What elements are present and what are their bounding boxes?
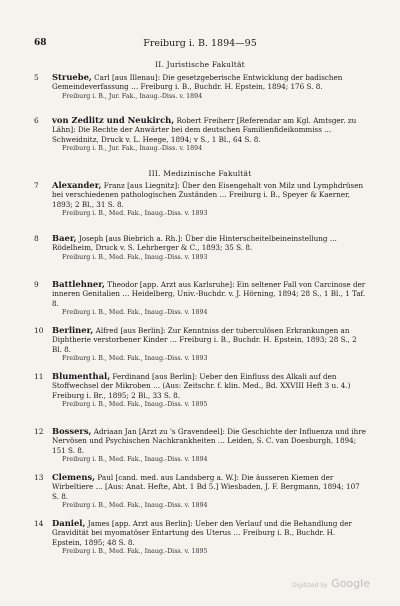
entry-12 [34, 426, 367, 464]
author-name: Daniel, [52, 518, 86, 528]
entry-7 [34, 180, 366, 218]
entry-text: Ferdinand [aus Berlin]: Ueber den Einfluss des Alkali auf den Stoffwechsel der Mikroben … (Aus: Zeitschr. f. klin. Med., Bd. XXVIII Heft 3 u. 4.) Freiburg i. Br., 1895; 2 Bl., 33 S. 8. [52, 372, 351, 400]
entry-13 [34, 472, 366, 510]
section-title-medicine: III. Medizinische Fakultät [148, 169, 252, 178]
entry-number: 9 [34, 280, 39, 289]
entry-number: 13 [34, 473, 44, 482]
entry-number: 8 [34, 234, 39, 243]
entry-number: 5 [34, 73, 39, 82]
entry-14 [34, 518, 366, 556]
entry-note: Freiburg i. B., Med. Fak., Inaug.-Diss. v. 1895 [62, 401, 208, 409]
google-watermark [292, 577, 370, 590]
entry-11 [34, 371, 366, 409]
entry-note: Freiburg i. B., Med. Fak., Inaug.-Diss. v. 1894 [62, 309, 208, 317]
entry-9 [34, 279, 366, 317]
entry-number: 6 [34, 116, 39, 125]
author-name: Alexander, [52, 180, 102, 190]
running-head: Freiburg i. B. 1894—95 [143, 38, 257, 49]
author-name: Bossers, [52, 426, 92, 436]
entry-number: 11 [34, 372, 44, 381]
entry-10 [34, 325, 366, 363]
entry-note: Freiburg i. B., Jur. Fak., Inaug.-Diss. v. 1894 [62, 92, 203, 100]
watermark-brand: Google [331, 577, 370, 590]
page-number: 68 [34, 38, 47, 48]
entry-text: Paul [cand. med. aus Landsberg a. W.]: Die äusseren Kiemen der Wirbeltiere … [Aus: Anat. Hefte, Abt. 1 Bd 5.] Wiesbaden, J. F. Bergmann, 1894; 107 S. 8. [52, 473, 360, 501]
entry-number: 7 [34, 181, 39, 190]
entry-text: Joseph [aus Biebrich a. Rh.]: Über die Hinterscheitelbeineinstellung … Rödelheim, Druck v. S. Lehrberger & C., 1893; 35 S. 8. [52, 234, 337, 253]
entry-number: 12 [34, 427, 44, 436]
entry-text: Adriaan Jan [Arzt zu 's Gravendeel]: Die Geschichte der Influenza und ihre Nervösen und Psychischen Nachkrankheiten … Leiden, S. C. van Doesburgh, 1894; 151 S. 8. [52, 427, 367, 455]
author-name: Struebe, [52, 72, 92, 82]
entry-text: Franz [aus Liegnitz]: Über den Eisengehalt von Milz und Lymphdrüsen bei verschiedenen pathologischen Zuständen … Freiburg i. B., Speyer & Kaerner, 1893; 2 Bl., 31 S. 8. [52, 181, 364, 209]
entry-5 [34, 72, 366, 101]
entry-text: Alfred [aus Berlin]: Zur Kenntniss der tuberculösen Erkrankungen an Diphtherie verstorbener Kinder … Freiburg i. B., Buchdr. H. Epstein, 1893; 28 S., 2 Bl. 8. [52, 326, 357, 354]
author-name: Clemens, [52, 472, 96, 482]
entry-note: Freiburg i. B., Med. Fak., Inaug.-Diss. v. 1893 [62, 355, 208, 363]
entry-text: Theodor [app. Arzt aus Karlsruhe]: Ein seltener Fall von Carcinose der inneren Genitalien … Heidelberg, Univ.-Buchdr. v. J. Hörning, 1894; 28 S., 1 Bl., 1 Taf. 8. [52, 280, 366, 308]
entry-note: Freiburg i. B., Med. Fak., Inaug.-Diss. v. 1893 [62, 253, 208, 261]
entry-text: James [app. Arzt aus Berlin]: Ueber den Verlauf und die Behandlung der Gravidität bei myomatöser Entartung des Uterus … Freiburg i. B., Buchdr. H. Epstein, 1895; 48 S. 8. [52, 519, 352, 547]
entry-note: Freiburg i. B., Med. Fak., Inaug.-Diss. v. 1893 [62, 210, 208, 218]
entry-8 [34, 233, 366, 262]
author-name: Battlehner, [52, 279, 105, 289]
entry-note: Freiburg i. B., Med. Fak., Inaug.-Diss. v. 1894 [62, 456, 208, 464]
author-name: Blumenthal, [52, 371, 111, 381]
page-header [34, 38, 366, 52]
entry-note: Freiburg i. B., Med. Fak., Inaug.-Diss. v. 1895 [62, 548, 208, 556]
entry-text: Robert Freiherr [Referendar am Kgl. Amtsger. zu Lähn]: Die Rechte der Anwärter bei dem deutschen Familienfideikommiss … Schweidnitz, Druck v. L. Heege, 1894; v S., 1 Bl., 64 S. 8. [52, 116, 357, 144]
author-name: Baer, [52, 233, 77, 243]
section-title-jurisprudence: II. Juristische Fakultät [155, 60, 245, 69]
entry-6 [34, 115, 366, 153]
entry-number: 10 [34, 326, 44, 335]
entry-text: Carl [aus Illenau]: Die gesetzgeberische Entwicklung der badischen Gemeindeverfassung … Freiburg i. B., Buchdr. H. Epstein, 1894; 176 S. 8. [52, 73, 343, 92]
entry-note: Freiburg i. B., Med. Fak., Inaug.-Diss. v. 1894 [62, 502, 208, 510]
author-name: Berliner, [52, 325, 94, 335]
watermark-prefix: Digitized by [292, 582, 328, 589]
author-name: von Zedlitz und Neukirch, [52, 115, 175, 125]
entry-note: Freiburg i. B., Jur. Fak., Inaug.-Diss. v. 1894 [62, 145, 203, 153]
entry-number: 14 [34, 519, 44, 528]
